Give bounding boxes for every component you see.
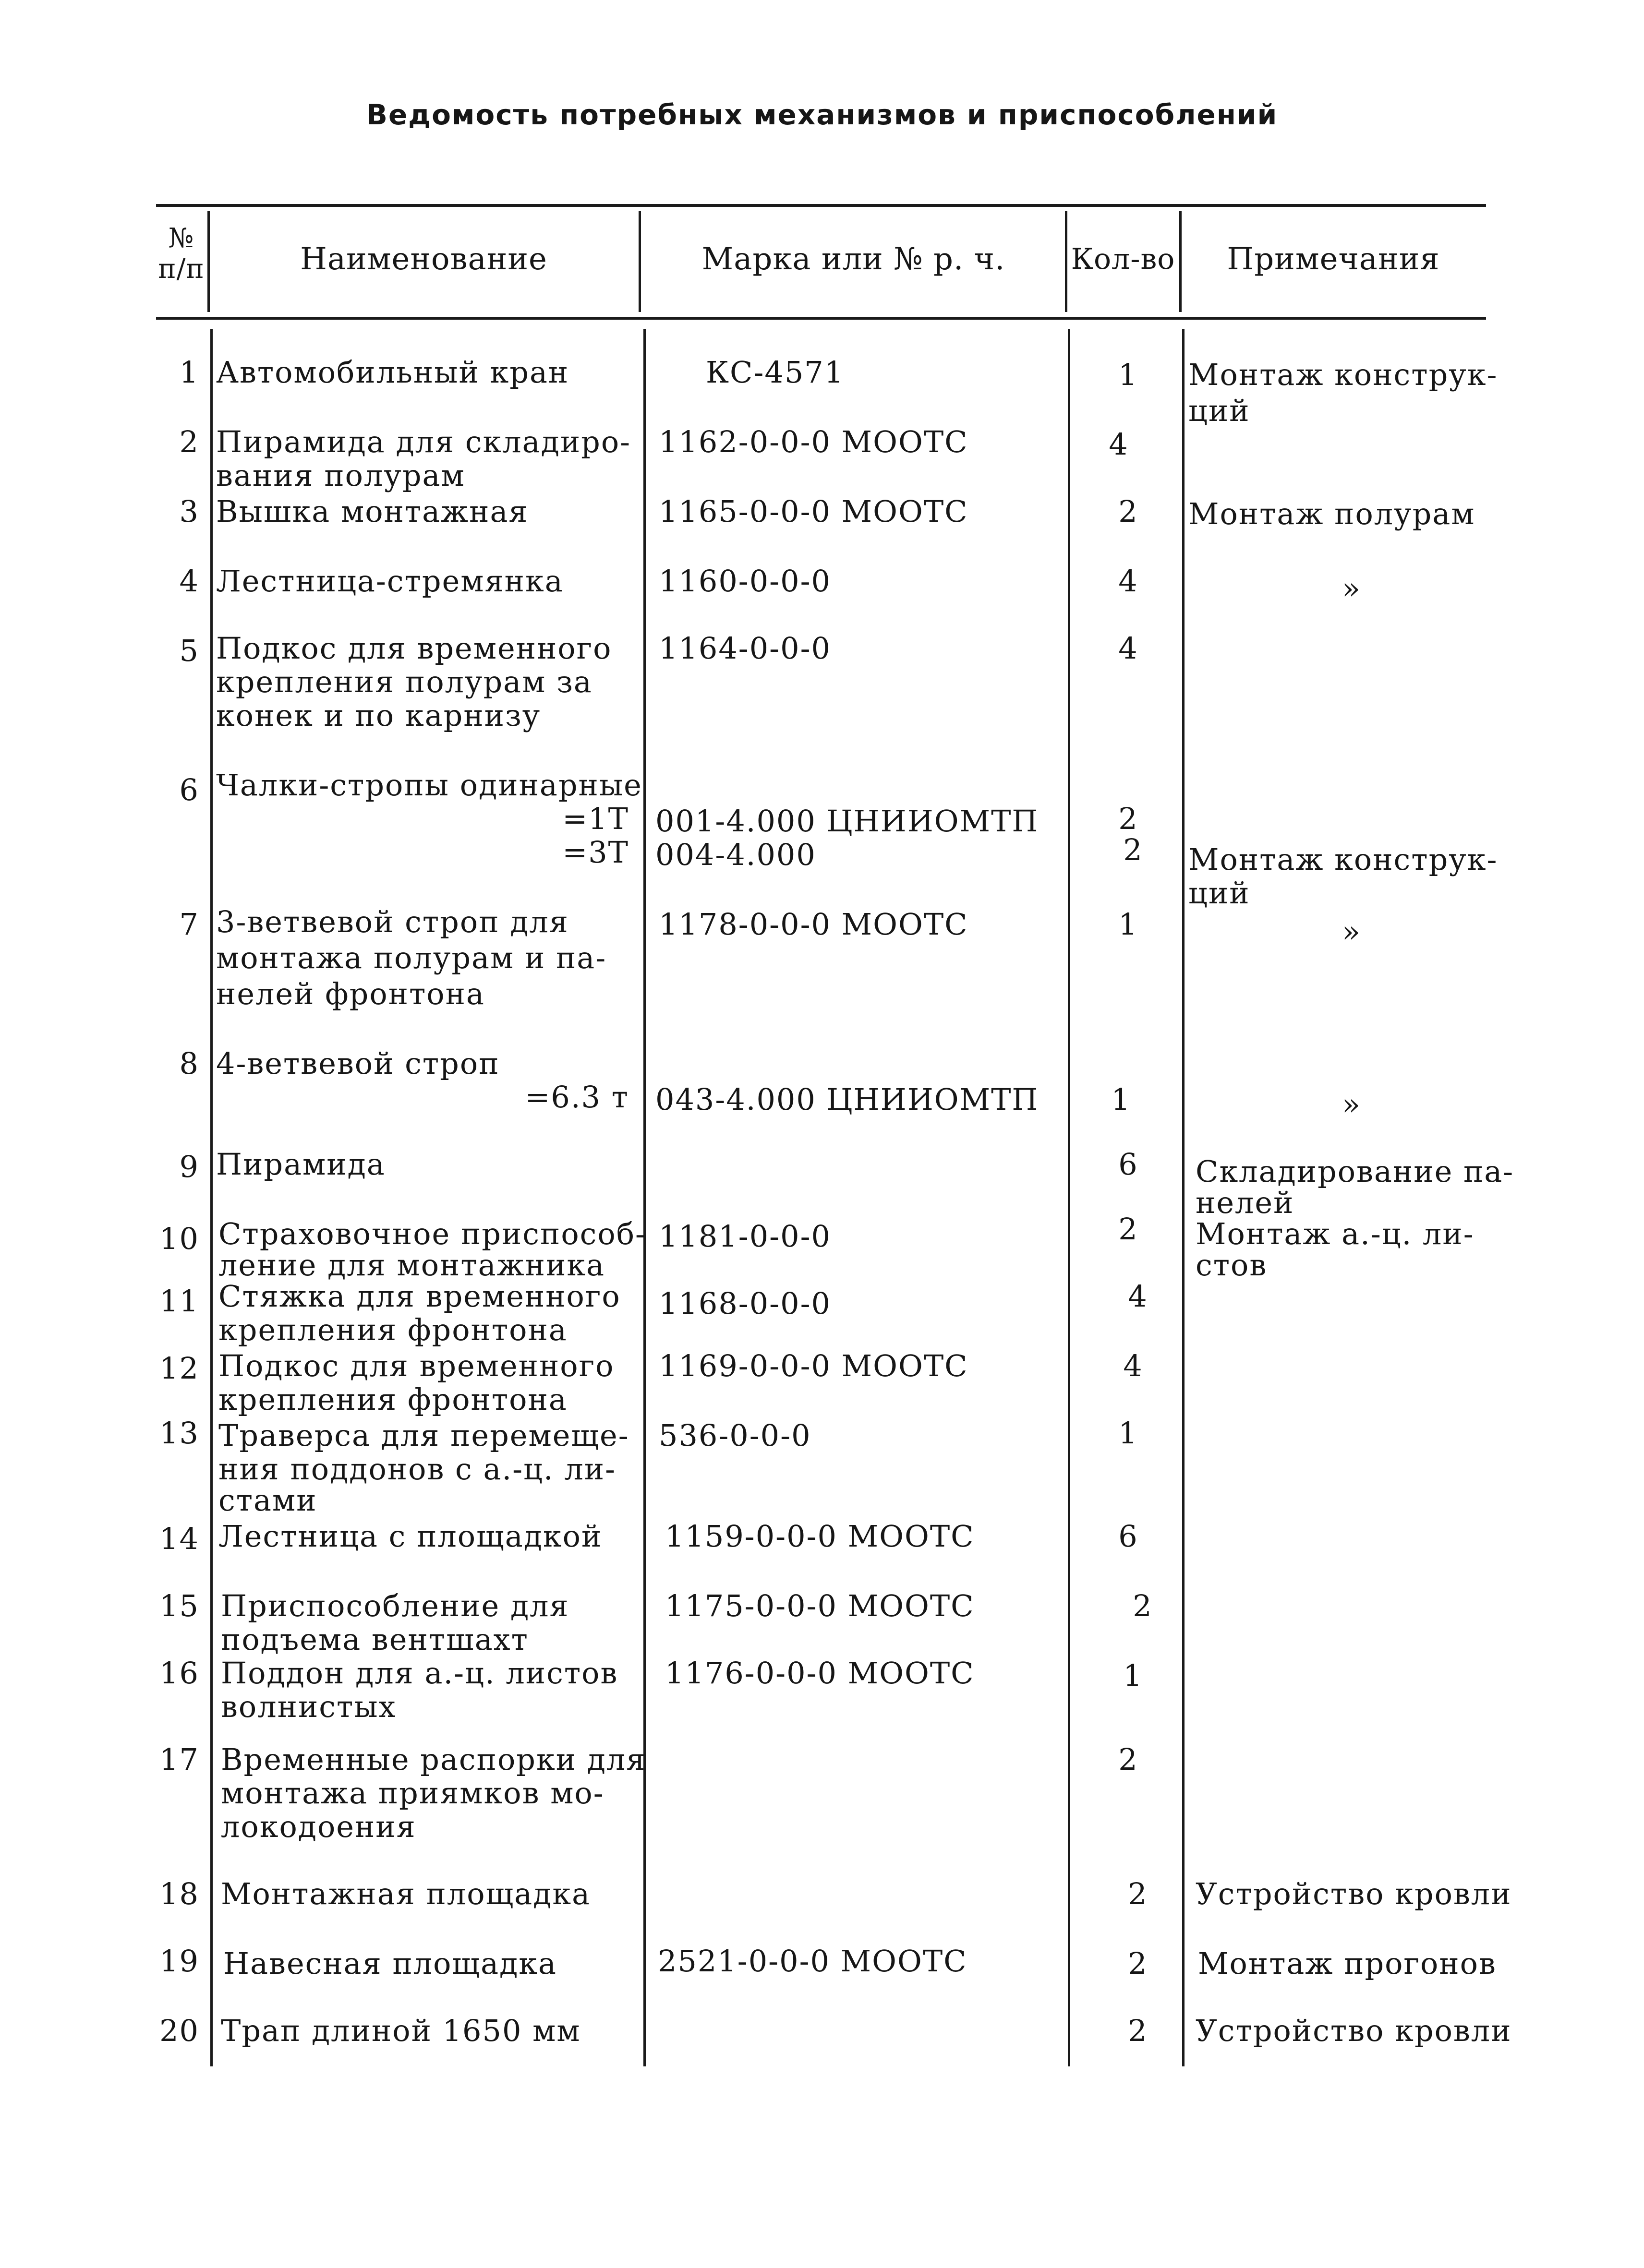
- header-qty: Кол-во: [1071, 242, 1175, 276]
- row-number: 15: [159, 1588, 199, 1623]
- header-separator: [1179, 211, 1182, 312]
- row-number: 9: [179, 1149, 199, 1184]
- row-qty: 6: [1118, 1147, 1138, 1182]
- row-note: Монтаж конструк-: [1188, 357, 1498, 392]
- header-mark: Марка или № р. ч.: [701, 241, 1005, 277]
- row-mark: 1165-0-0-0 МООТС: [659, 494, 968, 529]
- row-name: крепления полурам за: [216, 664, 592, 699]
- row-note: Устройство кровли: [1196, 2013, 1512, 2048]
- row-name: =3Т: [562, 835, 629, 870]
- row-qty: 4: [1118, 631, 1138, 666]
- row-number: 13: [159, 1416, 199, 1451]
- row-mark: КС-4571: [706, 355, 845, 390]
- row-qty: 2: [1118, 494, 1138, 529]
- row-note: нелей: [1196, 1185, 1294, 1220]
- row-number: 11: [159, 1284, 199, 1319]
- row-note: Монтаж прогонов: [1198, 1946, 1497, 1981]
- body-separator-notes: [1182, 329, 1185, 2066]
- row-qty: 2: [1133, 1588, 1153, 1623]
- body-separator-name: [210, 329, 213, 2066]
- row-note: »: [1342, 571, 1361, 606]
- row-name: 4-ветвевой строп: [216, 1046, 500, 1081]
- row-number: 18: [159, 1876, 199, 1911]
- header-name: Наименование: [300, 241, 547, 277]
- row-mark: 004-4.000: [655, 837, 816, 872]
- row-number: 6: [179, 772, 199, 807]
- row-name: Стяжка для временного: [218, 1279, 621, 1314]
- row-note: Устройство кровли: [1196, 1876, 1512, 1911]
- row-mark: 1159-0-0-0 МООТС: [665, 1519, 975, 1554]
- header-separator: [639, 211, 641, 312]
- row-name: Монтажная площадка: [221, 1876, 591, 1911]
- row-mark: 536-0-0-0: [659, 1418, 811, 1453]
- row-note: Монтаж а.-ц. ли-: [1196, 1216, 1475, 1251]
- row-qty: 1: [1118, 1416, 1138, 1451]
- row-number: 5: [179, 633, 199, 668]
- row-number: 2: [179, 424, 199, 459]
- row-number: 16: [159, 1656, 199, 1691]
- row-name: Автомобильный кран: [216, 355, 569, 390]
- row-number: 20: [159, 2013, 199, 2048]
- row-name: Чалки-стропы одинарные: [216, 768, 642, 803]
- row-mark: 1178-0-0-0 МООТС: [659, 907, 968, 942]
- row-number: 1: [179, 355, 199, 390]
- row-name: вания полурам: [216, 458, 465, 493]
- header-num: [156, 223, 206, 285]
- row-note: Складирование па-: [1196, 1154, 1514, 1189]
- row-mark: 1160-0-0-0: [659, 564, 831, 599]
- row-mark: 1176-0-0-0 МООТС: [665, 1656, 975, 1691]
- row-note: Монтаж конструк-: [1188, 842, 1498, 877]
- row-name: Страховочное приспособ-: [218, 1216, 646, 1251]
- row-mark: 043-4.000 ЦНИИОМТП: [655, 1082, 1039, 1117]
- row-name: 3-ветвевой строп для: [216, 904, 569, 939]
- row-note: Монтаж полурам: [1188, 496, 1475, 531]
- row-qty: 1: [1123, 1658, 1143, 1693]
- row-note: ций: [1188, 393, 1250, 428]
- row-name: конек и по карнизу: [216, 698, 541, 733]
- row-number: 12: [159, 1351, 199, 1386]
- body-separator-qty: [1068, 329, 1070, 2066]
- table-top-rule: [156, 204, 1486, 207]
- row-name: подъема вентшахт: [221, 1622, 529, 1657]
- row-name: Подкос для временного: [216, 631, 612, 666]
- row-name: Подкос для временного: [218, 1348, 615, 1383]
- row-qty: 4: [1123, 1348, 1143, 1383]
- row-qty: 4: [1118, 564, 1138, 599]
- row-qty: 6: [1118, 1519, 1138, 1554]
- row-note: »: [1342, 914, 1361, 949]
- row-name: крепления фронтона: [218, 1312, 568, 1347]
- row-note: ций: [1188, 876, 1250, 911]
- row-mark: 001-4.000 ЦНИИОМТП: [655, 804, 1039, 839]
- row-name: Вышка монтажная: [216, 494, 529, 529]
- row-number: 17: [159, 1742, 199, 1777]
- row-mark: 1175-0-0-0 МООТС: [665, 1588, 975, 1623]
- row-name: нелей фронтона: [216, 976, 485, 1011]
- row-qty: 4: [1128, 1279, 1148, 1314]
- row-number: 4: [179, 564, 199, 599]
- row-name: ния поддонов с а.-ц. ли-: [218, 1452, 616, 1487]
- row-number: 3: [179, 494, 199, 529]
- row-name: стами: [218, 1483, 317, 1518]
- row-qty: 2: [1118, 1212, 1138, 1247]
- row-name: Лестница с площадкой: [218, 1519, 603, 1554]
- row-name: Траверса для перемеще-: [218, 1418, 629, 1453]
- row-number: 8: [179, 1046, 199, 1081]
- row-qty: 4: [1109, 427, 1129, 462]
- row-mark: 1169-0-0-0 МООТС: [659, 1348, 968, 1383]
- row-name: ление для монтажника: [218, 1248, 605, 1283]
- row-mark: 2521-0-0-0 МООТС: [658, 1944, 967, 1979]
- row-name: Трап длиной 1650 мм: [221, 2013, 581, 2048]
- row-qty: 2: [1118, 1742, 1138, 1777]
- row-qty: 2: [1128, 1946, 1148, 1981]
- row-name: локодоения: [221, 1809, 416, 1844]
- row-number: 7: [179, 907, 199, 942]
- row-name: Пирамида для складиро-: [216, 424, 631, 459]
- row-mark: 1162-0-0-0 МООТС: [659, 424, 968, 459]
- row-name: Навесная площадка: [223, 1946, 557, 1981]
- row-name: монтажа полурам и па-: [216, 940, 607, 975]
- header-num-text: № п/п: [158, 223, 205, 285]
- row-name: =6.3 т: [525, 1080, 629, 1115]
- header-separator: [207, 211, 210, 312]
- row-name: Временные распорки для: [221, 1742, 646, 1777]
- row-qty: 1: [1118, 907, 1138, 942]
- row-qty: 1: [1118, 357, 1138, 392]
- row-number: 19: [159, 1944, 199, 1979]
- row-name: волнистых: [221, 1689, 397, 1724]
- row-name: Поддон для а.-ц. листов: [221, 1656, 618, 1691]
- row-name: Приспособление для: [221, 1588, 569, 1623]
- body-separator-mark: [643, 329, 646, 2066]
- row-name: Лестница-стремянка: [216, 564, 564, 599]
- row-mark: 1164-0-0-0: [659, 631, 831, 666]
- row-qty: 2: [1128, 1876, 1148, 1911]
- header-notes: Примечания: [1227, 241, 1440, 277]
- row-name: крепления фронтона: [218, 1382, 568, 1417]
- row-mark: 1168-0-0-0: [659, 1286, 831, 1321]
- row-note: »: [1342, 1087, 1361, 1122]
- row-qty: 1: [1111, 1082, 1131, 1117]
- row-qty: 2: [1118, 801, 1138, 836]
- row-name: монтажа приямков мо-: [221, 1776, 604, 1811]
- row-qty: 2: [1128, 2013, 1148, 2048]
- row-qty: 2: [1123, 832, 1143, 867]
- row-mark: 1181-0-0-0: [659, 1219, 831, 1254]
- header-bottom-rule: [156, 317, 1486, 320]
- row-number: 14: [159, 1521, 199, 1556]
- row-name: Пирамида: [216, 1147, 386, 1182]
- row-number: 10: [159, 1221, 199, 1256]
- row-note: стов: [1196, 1248, 1268, 1283]
- page-title: Ведомость потребных механизмов и приспособлений: [366, 98, 1278, 131]
- row-name: =1Т: [562, 801, 629, 836]
